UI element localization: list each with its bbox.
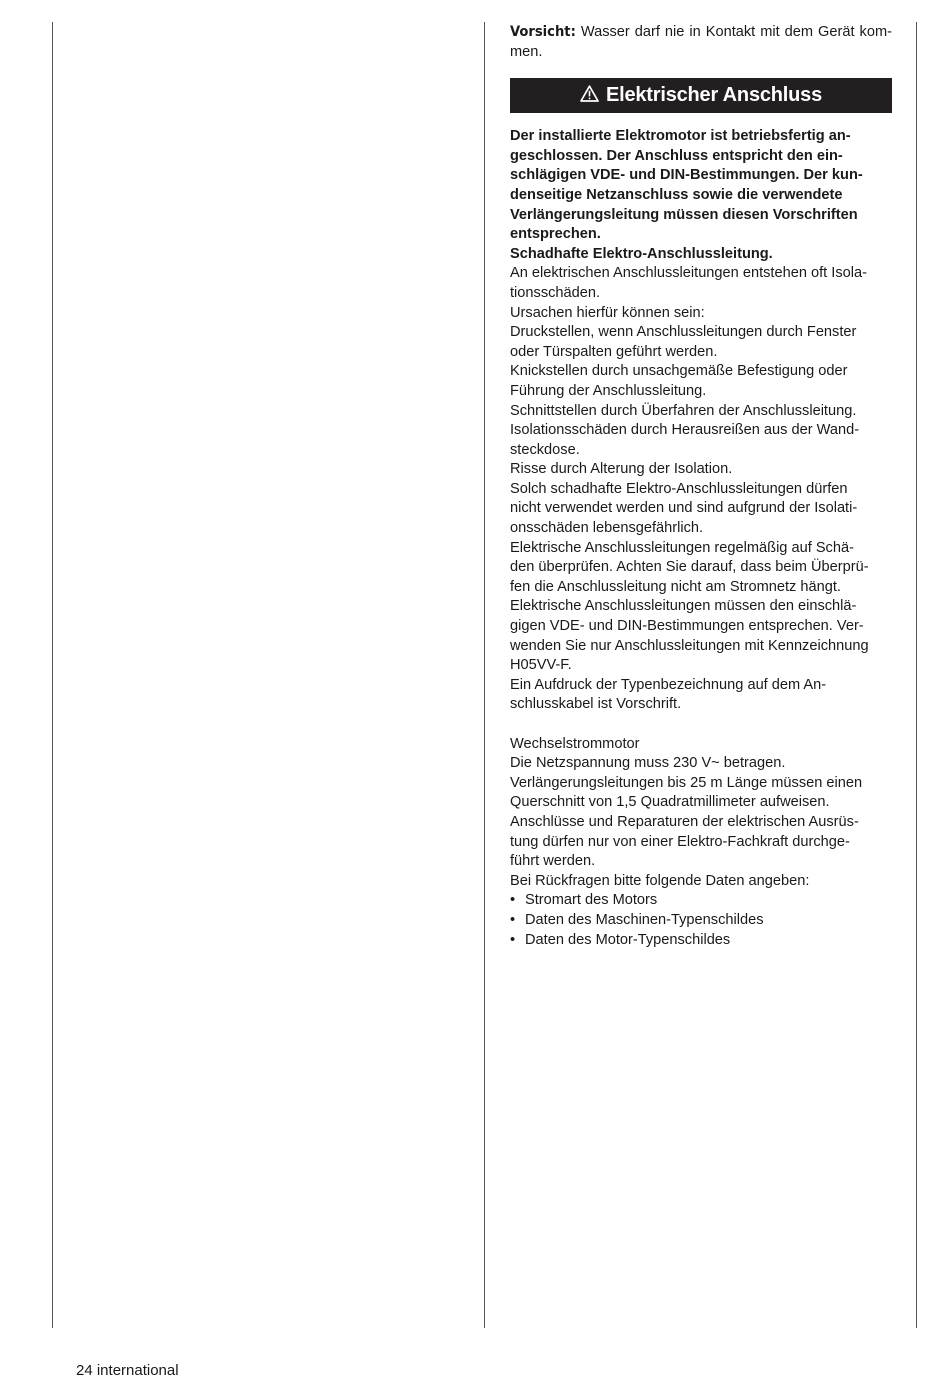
bullet-dot: •: [510, 911, 516, 928]
intro-line: geschlossen. Der Anschluss entspricht den ein-: [510, 147, 843, 164]
motor-line: Querschnitt von 1,5 Quadratmillimeter aufweisen.: [510, 794, 830, 811]
body-line: schlusskabel ist Vorschrift.: [510, 696, 682, 713]
body-line: Elektrische Anschlussleitungen regelmäßig auf Schä-: [510, 539, 854, 556]
intro-line: denseitige Netzanschluss sowie die verwendete: [510, 186, 843, 203]
body-line: Solch schadhafte Elektro-Anschlussleitungen dürfen: [510, 480, 848, 497]
motor-section: [510, 735, 892, 892]
body-line: gigen VDE- und DIN-Bestimmungen entsprechen. Ver-: [510, 618, 864, 635]
body-line: Ein Aufdruck der Typenbezeichnung auf dem An-: [510, 676, 827, 693]
intro-line: Verlängerungsleitung müssen diesen Vorschriften: [510, 206, 858, 223]
list-item: [510, 911, 892, 931]
body-line: Ursachen hierfür können sein:: [510, 304, 705, 321]
body-line: Druckstellen, wenn Anschlussleitungen durch Fenster: [510, 324, 857, 341]
body-line: Schnittstellen durch Überfahren der Anschlussleitung.: [510, 402, 857, 419]
motor-line: Anschlüsse und Reparaturen der elektrischen Ausrüs-: [510, 813, 859, 830]
body-line: H05VV-F.: [510, 657, 572, 674]
right-column: [510, 22, 892, 950]
warning-triangle-icon: [580, 85, 599, 107]
body-line: Isolationsschäden durch Herausreißen aus der Wand-: [510, 422, 860, 439]
intro-line: entsprechen.: [510, 226, 601, 243]
column-divider-rule: [484, 22, 485, 1328]
motor-line: Bei Rückfragen bitte folgende Daten angeben:: [510, 872, 810, 889]
caution-label: Vorsicht:: [510, 23, 576, 40]
list-item-text: Stromart des Motors: [525, 892, 658, 909]
body-line: den überprüfen. Achten Sie darauf, dass beim Überprü-: [510, 559, 869, 576]
list-item: [510, 931, 892, 951]
right-margin-rule: [916, 22, 917, 1328]
data-bullet-list: [510, 891, 892, 950]
caution-note: [510, 22, 892, 62]
body-line: wenden Sie nur Anschlussleitungen mit Kennzeichnung: [510, 637, 869, 654]
section-header: [510, 78, 892, 113]
motor-line: Verlängerungsleitungen bis 25 m Länge müssen einen: [510, 774, 863, 791]
motor-heading: Wechselstrommotor: [510, 735, 640, 752]
body-line: Risse durch Alterung der Isolation.: [510, 461, 733, 478]
body-line: Elektrische Anschlussleitungen müssen den einschlä-: [510, 598, 857, 615]
body-line: tionsschäden.: [510, 284, 601, 301]
motor-line: Die Netzspannung muss 230 V~ betragen.: [510, 755, 786, 772]
section-title: Elektrischer Anschluss: [605, 83, 823, 106]
intro-line: Der installierte Elektromotor ist betriebsfertig an-: [510, 128, 851, 145]
intro-paragraph: [510, 127, 892, 264]
motor-line: tung dürfen nur von einer Elektro-Fachkraft durchge-: [510, 833, 850, 850]
page-footer: 24 international: [76, 1362, 179, 1379]
body-line: nicht verwendet werden und sind aufgrund der Isolati-: [510, 500, 858, 517]
subheading-damaged-cable: Schadhafte Elektro-Anschlussleitung.: [510, 245, 773, 262]
bullet-dot: •: [510, 931, 516, 948]
body-line: Führung der Anschlussleitung.: [510, 382, 707, 399]
caution-text: Wasser darf nie in Kontakt mit dem Gerät kom-men.: [510, 24, 892, 60]
body-line: oder Türspalten geführt werden.: [510, 343, 718, 360]
motor-line: führt werden.: [510, 853, 596, 870]
left-margin-rule: [52, 22, 53, 1328]
body-line: onsschäden lebensgefährlich.: [510, 520, 704, 537]
list-item: [510, 891, 892, 911]
body-line: An elektrischen Anschlussleitungen entstehen oft Isola-: [510, 265, 867, 282]
body-line: fen die Anschlussleitung nicht am Stromnetz hängt.: [510, 578, 841, 595]
list-item-text: Daten des Maschinen-Typenschildes: [525, 911, 764, 928]
list-item-text: Daten des Motor-Typenschildes: [525, 931, 731, 948]
paragraph-gap: [510, 715, 892, 735]
bullet-dot: •: [510, 892, 516, 909]
intro-line: schlägigen VDE- und DIN-Bestimmungen. Der kun-: [510, 167, 863, 184]
body-line: Knickstellen durch unsachgemäße Befestigung oder: [510, 363, 848, 380]
damage-body-text: [510, 264, 892, 715]
body-line: steckdose.: [510, 441, 580, 458]
